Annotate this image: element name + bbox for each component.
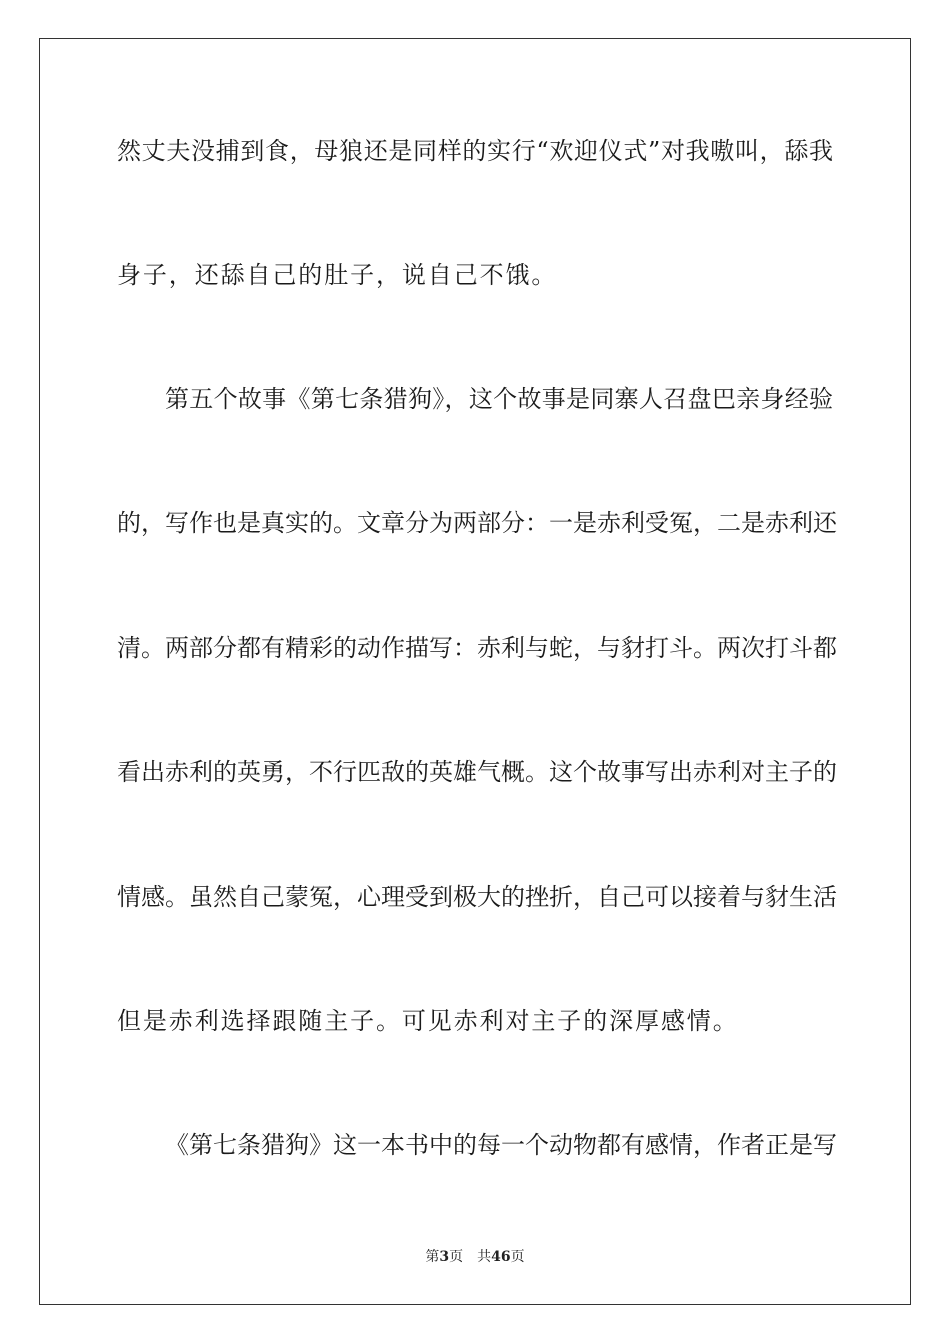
paragraph-start-line: 第五个故事《第七条猎狗》，这个故事是同寨人召盘巴亲身经验 [165,385,833,413]
body-text-line: 情感。虽然自己蒙冤，心理受到极大的挫折，自己可以接着与豺生活 [117,883,837,911]
page-prefix: 第 [425,1249,440,1265]
page-border [39,38,911,1305]
body-text-line: 的，写作也是真实的。文章分为两部分：一是赤利受冤，二是赤利还 [117,509,837,537]
page-footer [0,1248,950,1266]
body-text-line: 清。两部分都有精彩的动作描写：赤利与蛇，与豺打斗。两次打斗都 [117,634,837,662]
body-text-line: 看出赤利的英勇，不行匹敌的英雄气概。这个故事写出赤利对主子的 [117,758,837,786]
page-suffix: 页 [449,1249,464,1265]
total-pages: 46 [491,1249,511,1265]
body-text-line: 然丈夫没捕到食，母狼还是同样的实行“欢迎仪式”对我嗷叫，舔我 [117,137,833,165]
body-text-line: 身子，还舔自己的肚子，说自己不饿。 [117,261,558,289]
paragraph-start-line: 《第七条猎狗》这一本书中的每一个动物都有感情，作者正是写 [165,1131,837,1159]
total-suffix: 页 [510,1249,525,1265]
page-number: 3 [439,1249,450,1265]
body-text-line: 但是赤利选择跟随主子。可见赤利对主子的深厚感情。 [117,1007,739,1035]
total-prefix: 共 [477,1249,492,1265]
